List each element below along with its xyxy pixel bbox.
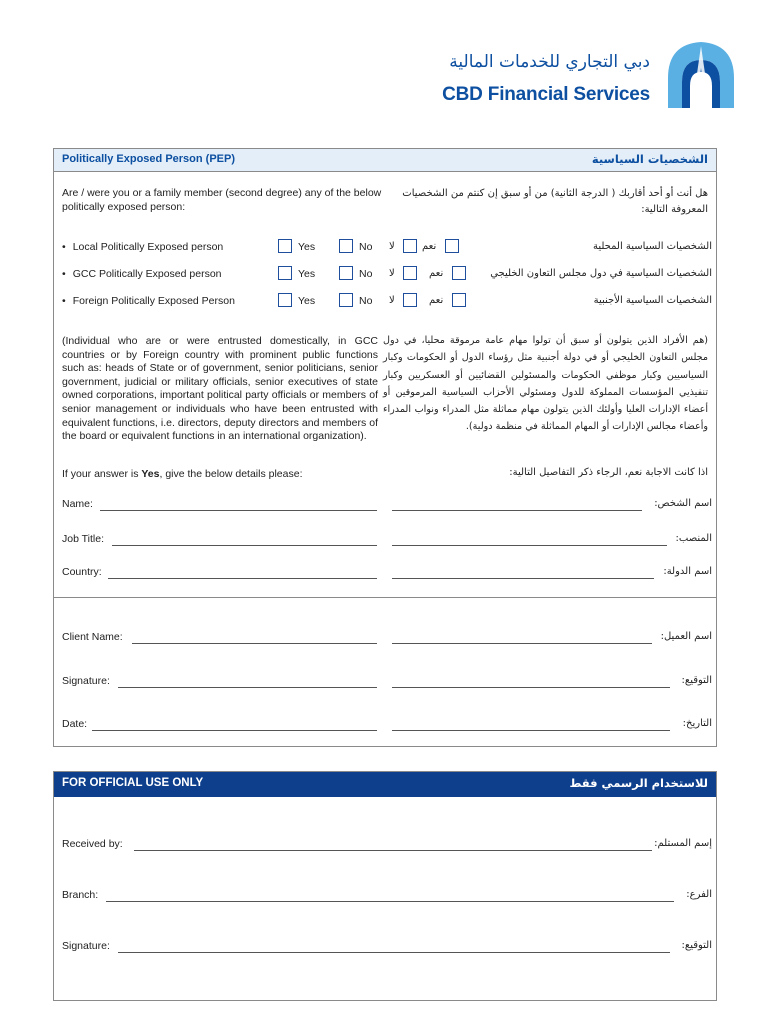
field-job-title — [62, 533, 712, 549]
pep-section — [53, 148, 717, 747]
yes-checkbox-ar[interactable] — [445, 239, 459, 253]
field-signature — [62, 675, 712, 691]
if-yes-prefix: If your answer is — [62, 468, 142, 480]
if-yes-instruction-en — [62, 468, 303, 480]
pep-row-label-ar: الشخصيات السياسية الأجنبية — [593, 295, 712, 306]
field-label-en: Date: — [62, 718, 88, 730]
field-label-ar: الفرع: — [686, 889, 712, 900]
brand-name-ar: دبي التجاري للخدمات المالية — [449, 52, 650, 72]
name-input-en[interactable] — [100, 510, 377, 511]
job-title-input-en[interactable] — [112, 545, 377, 546]
if-yes-bold: Yes — [141, 468, 160, 480]
yes-checkbox-ar[interactable] — [452, 293, 466, 307]
field-label-ar: التوقيع: — [681, 675, 712, 686]
no-label-ar: لا — [389, 295, 395, 306]
yes-label: Yes — [298, 295, 316, 307]
official-signature-input[interactable] — [118, 952, 670, 953]
yes-label-ar: نعم — [429, 268, 444, 279]
section-divider — [53, 597, 716, 598]
pep-row-label-ar: الشخصيات السياسية المحلية — [592, 241, 712, 252]
received-by-input[interactable] — [134, 850, 652, 851]
pep-title-ar: الشخصيات السياسية — [591, 152, 708, 166]
if-yes-instruction-ar: اذا كانت الاجابة نعم، الرجاء ذكر التفاصيل التالية: — [509, 467, 708, 478]
official-section — [53, 771, 717, 1001]
no-checkbox[interactable] — [339, 239, 353, 253]
field-label-en: Branch: — [62, 889, 99, 901]
yes-checkbox[interactable] — [278, 293, 292, 307]
signature-input-en[interactable] — [118, 687, 377, 688]
field-label-ar: التاريخ: — [682, 718, 712, 729]
field-label-en: Name: — [62, 498, 93, 510]
field-label-ar: التوقيع: — [681, 940, 712, 951]
official-title-en: FOR OFFICIAL USE ONLY — [62, 777, 204, 789]
pep-definition-ar: (هم الأفراد الذين يتولون أو سبق أن تولوا مهام عامة مرموقة محليا، في دول مجلس التعاون الخليجي أو في دولة أجنبية مثل رؤساء الدول أو الحكومات وكبار السياسيين وكبار موظفي الحكومات والمسئولين القضائيين أو العسكريين وكبار تنفيذيي المؤسسات المملوكة للدول ومسئولي الأحزاب السياسية المرموقين أو أعضاء الإدارات العليا وأولئك الذين يتولون مهام مماثلة مثل المدراء ونواب المدراء وأعضاء مجالس الإدارات أو المهام المماثلة في منظمة دولية). — [383, 335, 708, 433]
field-label-en: Country: — [62, 566, 102, 578]
cbd-arch-logo-icon — [662, 38, 740, 110]
field-country — [62, 566, 712, 582]
field-official-signature — [62, 940, 712, 956]
pep-definition-en: (Individual who are or were entrusted domestically, in GCC countries or by Foreign country with prominent public functions such as: heads of State or of government, senior politicians, senior government, judicial or military officials, senior executives of state owned corporations, important political party officials or members of senior management or individuals who have been entrusted with equivalent functions, i.e. directors, deputy directors and members of the board or equivalent functions in an international organization). — [62, 335, 378, 443]
field-label-en: Signature: — [62, 675, 110, 687]
field-label-ar: المنصب: — [675, 533, 712, 544]
name-input-ar[interactable] — [392, 510, 642, 511]
yes-checkbox-ar[interactable] — [452, 266, 466, 280]
field-label-ar: إسم المستلم: — [654, 838, 712, 849]
no-checkbox-ar[interactable] — [403, 266, 417, 280]
field-name — [62, 498, 712, 514]
country-input-en[interactable] — [108, 578, 377, 579]
branch-input[interactable] — [106, 901, 674, 902]
no-checkbox[interactable] — [339, 293, 353, 307]
field-label-en: Received by: — [62, 838, 123, 850]
pep-row-label-en: • Foreign Politically Exposed Person — [62, 295, 235, 307]
yes-checkbox[interactable] — [278, 266, 292, 280]
pep-question-en: Are / were you or a family member (second degree) any of the below politically exposed person: — [62, 187, 382, 213]
pep-title-en: Politically Exposed Person (PEP) — [62, 153, 235, 165]
field-label-en: Signature: — [62, 940, 110, 952]
if-yes-suffix: , give the below details please: — [159, 468, 303, 480]
no-checkbox[interactable] — [339, 266, 353, 280]
field-received-by — [62, 838, 712, 854]
field-client-name — [62, 631, 712, 647]
logo — [420, 38, 740, 118]
field-date — [62, 718, 712, 734]
field-label-en: Client Name: — [62, 631, 123, 643]
pep-row-local — [62, 239, 712, 257]
yes-label: Yes — [298, 268, 316, 280]
yes-label-ar: نعم — [422, 241, 437, 252]
pep-row-gcc — [62, 266, 712, 284]
client-name-input-en[interactable] — [132, 643, 377, 644]
field-label-ar: اسم الدولة: — [663, 566, 712, 577]
no-checkbox-ar[interactable] — [403, 293, 417, 307]
pep-row-label-en: • GCC Politically Exposed person — [62, 268, 222, 280]
yes-label: Yes — [298, 241, 316, 253]
yes-label-ar: نعم — [429, 295, 444, 306]
pep-row-label-en: • Local Politically Exposed person — [62, 241, 223, 253]
client-name-input-ar[interactable] — [392, 643, 652, 644]
official-title-ar: للاستخدام الرسمي فقط — [569, 776, 708, 790]
field-label-en: Job Title: — [62, 533, 105, 545]
job-title-input-ar[interactable] — [392, 545, 667, 546]
no-label: No — [359, 268, 373, 280]
field-label-ar: اسم العميل: — [660, 631, 712, 642]
yes-checkbox[interactable] — [278, 239, 292, 253]
country-input-ar[interactable] — [392, 578, 654, 579]
pep-question-ar: هل أنت أو أحد أقاربك ( الدرجة الثانية) من أو سبق إن كنتم من الشخصيات المعروفة التالية: — [402, 188, 708, 215]
pep-row-foreign — [62, 293, 712, 311]
pep-row-label-ar: الشخصيات السياسية في دول مجلس التعاون الخليجي — [490, 268, 712, 279]
field-branch — [62, 889, 712, 905]
signature-input-ar[interactable] — [392, 687, 670, 688]
no-checkbox-ar[interactable] — [403, 239, 417, 253]
date-input-en[interactable] — [92, 730, 377, 731]
no-label: No — [359, 241, 373, 253]
field-label-ar: اسم الشخص: — [654, 498, 712, 509]
no-label: No — [359, 295, 373, 307]
brand-name-en: CBD Financial Services — [442, 84, 650, 105]
no-label-ar: لا — [389, 268, 395, 279]
date-input-ar[interactable] — [392, 730, 670, 731]
no-label-ar: لا — [389, 241, 395, 252]
